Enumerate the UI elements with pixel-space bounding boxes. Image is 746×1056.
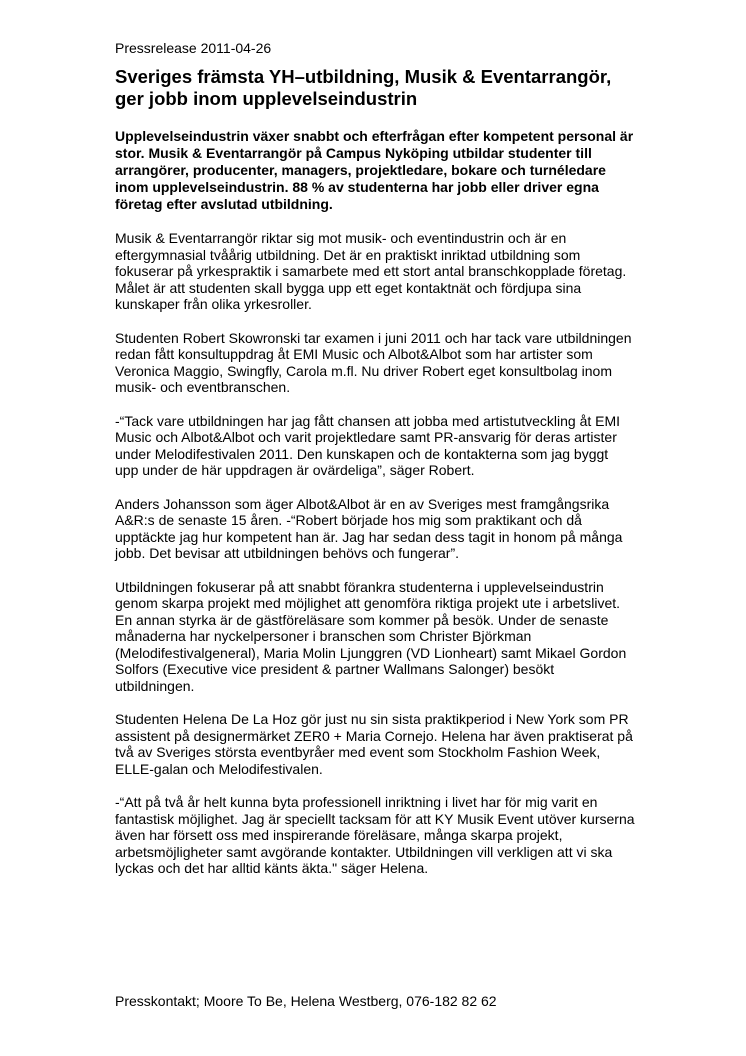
body-paragraph-5: Utbildningen fokuserar på att snabbt förankra studenterna i upplevelseindustrin genom skarpa projekt med möjlighet att genomföra riktiga projekt ute i arbetslivet. En annan styrka är de gästföreläsare som kommer på besök. Under de senaste månaderna har nyckelpersoner i branschen som Christer Björkman (Melodifestivalgeneral), Maria Molin Ljunggren (VD Lionheart) samt Mikael Gordon Solfors (Executive vice president & partner Wallmans Salonger) besökt utbildningen.	[115, 578, 627, 694]
body-paragraph-1: Musik & Eventarrangör riktar sig mot musik- och eventindustrin och är en eftergymnasial tvåårig utbildning. Det är en praktiskt inriktad utbildning som fokuserar på yrkespraktik i samarbete med ett stort antal branschkopplade företag. Målet är att studenten skall bygga upp ett eget kontaktnät och fördjupa sina kunskaper från olika yrkesroller.	[115, 230, 627, 312]
press-release-body	[115, 40, 635, 894]
body-paragraph-7: -“Att på två år helt kunna byta professionell inriktning i livet har för mig varit en fantastisk möjlighet. Jag är speciellt tacksam för att KY Musik Event utöver kurserna även har försett oss med inspirerande föreläsare, många skarpa projekt, arbetsmöjligheter samt avgörande kontakter. Utbildningen vill verkligen att vi ska lyckas och det har alltid känts äkta." säger Helena.	[115, 794, 635, 876]
press-contact: Presskontakt; Moore To Be, Helena Westberg, 076-182 82 62	[115, 993, 497, 1009]
body-paragraph-2: Studenten Robert Skowronski tar examen i juni 2011 och har tack vare utbildningen redan fått konsultuppdrag åt EMI Music och Albot&Albot som har artister som Veronica Maggio, Swingfly, Carola m.fl. Nu driver Robert eget konsultbolag inom musik- och eventbranschen.	[115, 329, 632, 395]
body-paragraph-4: Anders Johansson som äger Albot&Albot är en av Sveriges mest framgångsrika A&R:s de senaste 15 åren. -“Robert började hos mig som praktikant och då upptäckte jag hur kompetent han är. Jag har sedan dess tagit in honom på många jobb. Det bevisar att utbildningen behövs och fungerar”.	[115, 495, 623, 561]
lead-paragraph: Upplevelseindustrin växer snabbt och efterfrågan efter kompetent personal är stor. Musik & Eventarrangör på Campus Nyköping utbildar studenter till arrangörer, producenter, managers, projektledare, bokare och turnéledare inom upplevelseindustrin. 88 % av studenterna har jobb eller driver egna företag efter avslutad utbildning.	[115, 128, 634, 212]
body-paragraph-3: -“Tack vare utbildningen har jag fått chansen att jobba med artistutveckling åt EMI Music och Albot&Albot och varit projektledare samt PR-ansvarig för deras artister under Melodifestivalen 2011. Den kunskapen och de kontakterna som jag byggt upp under de här uppdragen är ovärdeliga”, säger Robert.	[115, 412, 621, 478]
release-date: Pressrelease 2011-04-26	[115, 40, 272, 56]
body-paragraph-6: Studenten Helena De La Hoz gör just nu sin sista praktikperiod i New York som PR assistent på designermärket ZER0 + Maria Cornejo. Helena har även praktiserat på två av Sveriges största eventbyråer med event som Stockholm Fashion Week, ELLE-galan och Melodifestivalen.	[115, 711, 633, 777]
page-title: Sveriges främsta YH–utbildning, Musik & Eventarrangör, ger jobb inom upplevelseindustrin	[115, 66, 612, 109]
